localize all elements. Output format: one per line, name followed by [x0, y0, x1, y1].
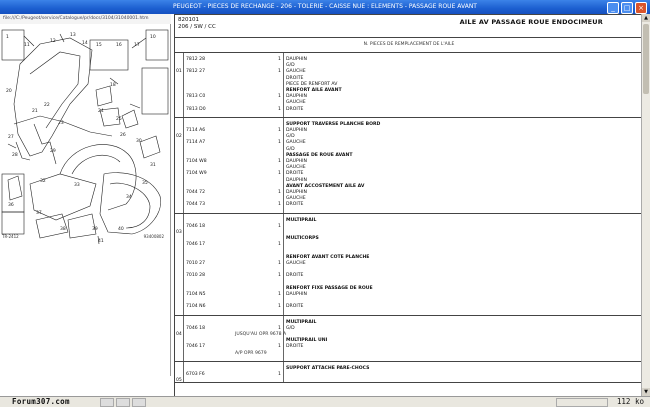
part-reference[interactable]: 7010 28: [186, 273, 205, 279]
part-quantity: 1: [278, 158, 281, 164]
svg-text:36: 36: [8, 203, 14, 208]
part-group-heading: RENFORT AILE AVANT: [286, 88, 342, 93]
svg-text:22: 22: [44, 103, 50, 108]
svg-text:35: 35: [142, 181, 148, 186]
part-group-heading: PASSAGE DE ROUE AVANT: [286, 152, 353, 158]
minimize-button[interactable]: _: [607, 2, 619, 14]
column-divider: [283, 316, 284, 361]
svg-text:27: 27: [8, 135, 14, 140]
close-button[interactable]: ×: [635, 2, 647, 14]
part-description: GAUCHE: [286, 196, 306, 202]
part-description: DROITE: [286, 171, 304, 177]
diagram-ref-right: 93400802: [143, 234, 164, 239]
part-reference[interactable]: 7044 73: [186, 202, 205, 208]
part-reference[interactable]: 7114 A7: [186, 140, 206, 146]
svg-text:34: 34: [126, 195, 132, 200]
part-quantity: 1: [278, 371, 281, 377]
part-description: GAUCHE: [286, 165, 306, 171]
svg-text:13: 13: [70, 33, 76, 38]
scroll-up-icon[interactable]: ▲: [642, 14, 650, 22]
parts-section: [175, 53, 643, 118]
section-index-column: [175, 118, 184, 213]
part-description: G/D: [286, 146, 295, 152]
part-reference[interactable]: 7812 27: [186, 69, 205, 75]
part-reference[interactable]: 7046 18: [186, 223, 205, 229]
svg-text:16: 16: [116, 43, 122, 48]
part-reference[interactable]: 7104 W9: [186, 171, 207, 177]
part-reference[interactable]: 7813 D0: [186, 106, 206, 112]
section-index-column: [175, 53, 184, 117]
forum-watermark: Forum307.com: [12, 397, 70, 406]
part-description: G/D: [286, 63, 295, 69]
svg-text:24: 24: [98, 109, 104, 114]
part-description: DAUPHIN: [286, 94, 307, 100]
svg-text:31: 31: [150, 163, 156, 168]
section-index: 04: [176, 331, 182, 337]
page-title: AILE AV PASSAGE ROUE ENDOCIMEUR: [459, 18, 603, 26]
status-bar: [0, 396, 650, 407]
part-description: DAUPHIN: [286, 158, 307, 164]
part-description: DROITE: [286, 273, 304, 279]
scroll-down-icon[interactable]: ▼: [642, 388, 650, 396]
parts-section: [175, 214, 643, 316]
part-reference[interactable]: 7104 W8: [186, 158, 207, 164]
svg-text:20: 20: [6, 89, 12, 94]
file-size: 112 ko: [616, 397, 644, 406]
svg-text:25: 25: [116, 117, 122, 122]
part-description: PIECE DE RENFORT AV: [286, 81, 338, 87]
window-title: PEUGEOT - PIECES DE RECHANGE - 206 - TOLERIE - CAISSE NUE : ELEMENTS - PASSAGE ROUE AVANT: [173, 3, 477, 10]
svg-text:15: 15: [96, 43, 102, 48]
part-group-heading: MULTIPRAIL: [286, 217, 317, 223]
svg-text:32: 32: [40, 179, 46, 184]
part-description: DROITE: [286, 304, 304, 310]
part-quantity: 1: [278, 202, 281, 208]
part-group-heading: MULTICORPS: [286, 236, 319, 242]
part-quantity: 1: [278, 273, 281, 279]
parts-list-subtitle: N. PIECES DE REMPLACEMENT DE L'AILE: [175, 38, 643, 53]
part-description: DAUPHIN: [286, 177, 307, 183]
part-group-heading: RENFORT AVANT COTE PLANCHE: [286, 254, 370, 260]
parts-section: [175, 316, 643, 362]
part-reference[interactable]: 7104 N6: [186, 304, 206, 310]
svg-text:12: 12: [50, 39, 56, 44]
part-quantity: 1: [278, 291, 281, 297]
svg-text:21: 21: [32, 109, 38, 114]
svg-text:23: 23: [58, 121, 64, 126]
part-validity-note: JUSQU'AU OPR 9678 A: [235, 331, 287, 337]
part-quantity: 1: [278, 189, 281, 195]
part-quantity: 1: [278, 242, 281, 248]
part-quantity: 1: [278, 304, 281, 310]
part-quantity: 1: [278, 140, 281, 146]
part-description: DROITE: [286, 75, 304, 81]
part-group-heading: RENFORT FIXE PASSAGE DE ROUE: [286, 285, 373, 291]
svg-text:41: 41: [98, 239, 104, 244]
exploded-diagram: [0, 24, 170, 244]
part-description: GAUCHE: [286, 260, 306, 266]
part-description: DROITE: [286, 106, 304, 112]
part-description: DROITE: [286, 202, 304, 208]
address-bar[interactable]: file:///C:/Peugeot/service/Catalogue/pr/docs/3104/31040001.htm: [0, 14, 171, 25]
diagram-ref-left: TR-2412: [2, 234, 19, 239]
header-model: 206 / SW / CC: [178, 24, 216, 30]
column-divider: [283, 214, 284, 315]
svg-text:39: 39: [92, 227, 98, 232]
part-reference[interactable]: 7046 18: [186, 325, 205, 331]
part-quantity: 1: [278, 127, 281, 133]
svg-text:10: 10: [150, 35, 156, 40]
part-quantity: 1: [278, 94, 281, 100]
part-group-heading: SUPPORT TRAVERSE PLANCHE BORD: [286, 121, 381, 127]
part-reference[interactable]: 7010 27: [186, 260, 205, 266]
svg-text:37: 37: [36, 211, 42, 216]
parts-sections: [175, 53, 643, 383]
part-reference[interactable]: 7104 N5: [186, 291, 206, 297]
parts-section: [175, 118, 643, 214]
vertical-scrollbar[interactable]: [641, 14, 650, 396]
part-quantity: 1: [278, 260, 281, 266]
section-index-column: [175, 214, 184, 315]
part-description: DAUPHIN: [286, 291, 307, 297]
part-quantity: 1: [278, 344, 281, 350]
svg-text:28: 28: [12, 153, 18, 158]
part-description: DAUPHIN: [286, 57, 307, 62]
window-titlebar: [0, 0, 650, 14]
part-group-heading: MULTIPRAIL UNI: [286, 338, 328, 344]
svg-text:30: 30: [136, 139, 142, 144]
part-reference[interactable]: 7812 28: [186, 57, 205, 62]
column-divider: [283, 118, 284, 213]
part-reference[interactable]: 7046 17: [186, 344, 205, 350]
part-reference[interactable]: 7046 17: [186, 242, 205, 248]
svg-text:33: 33: [74, 183, 80, 188]
svg-text:38: 38: [60, 227, 66, 232]
section-index: 01: [176, 69, 182, 75]
part-description: GAUCHE: [286, 140, 306, 146]
part-quantity: 1: [278, 106, 281, 112]
part-group-heading: MULTIPRAIL: [286, 319, 317, 325]
part-description: DAUPHIN: [286, 127, 307, 133]
column-divider: [283, 362, 284, 382]
parts-section: [175, 362, 643, 383]
part-description: DROITE: [286, 344, 304, 350]
part-quantity: 1: [278, 171, 281, 177]
part-reference[interactable]: 7044 72: [186, 189, 205, 195]
section-index: 02: [176, 134, 182, 140]
column-divider: [283, 53, 284, 117]
scroll-thumb[interactable]: [643, 24, 649, 94]
part-description: G/D: [286, 134, 295, 140]
maximize-button[interactable]: □: [621, 2, 633, 14]
svg-text:26: 26: [120, 133, 126, 138]
part-quantity: 1: [278, 223, 281, 229]
part-quantity: 1: [278, 69, 281, 75]
svg-text:1: 1: [6, 35, 9, 40]
svg-text:17: 17: [134, 43, 140, 48]
svg-text:29: 29: [50, 149, 56, 154]
part-description: G/D: [286, 325, 295, 331]
parts-diagram-panel: [0, 24, 171, 376]
part-reference[interactable]: 7114 A6: [186, 127, 206, 133]
parts-list-panel: [174, 14, 644, 398]
part-group-heading: AVANT ACCOSTEMENT AILE AV: [286, 183, 365, 189]
part-validity-note: A/P OPR 9679: [235, 350, 267, 356]
section-index-column: [175, 316, 184, 361]
svg-text:11: 11: [24, 43, 30, 48]
svg-text:40: 40: [118, 227, 124, 232]
part-description: GAUCHE: [286, 69, 306, 75]
part-reference[interactable]: 6703 F6: [186, 371, 205, 377]
part-description: DAUPHIN: [286, 189, 307, 195]
header-code: 820101: [178, 17, 199, 23]
section-index: 05: [176, 378, 182, 384]
svg-text:18: 18: [110, 83, 116, 88]
section-index: 03: [176, 229, 182, 235]
part-description: GAUCHE: [286, 100, 306, 106]
part-quantity: 1: [278, 57, 281, 62]
parts-list-header: [175, 15, 643, 38]
part-quantity: 1: [278, 325, 281, 331]
part-reference[interactable]: 7813 C0: [186, 94, 206, 100]
svg-text:14: 14: [82, 41, 88, 46]
part-group-heading: SUPPORT ATTACHE PARE-CHOCS: [286, 365, 370, 371]
